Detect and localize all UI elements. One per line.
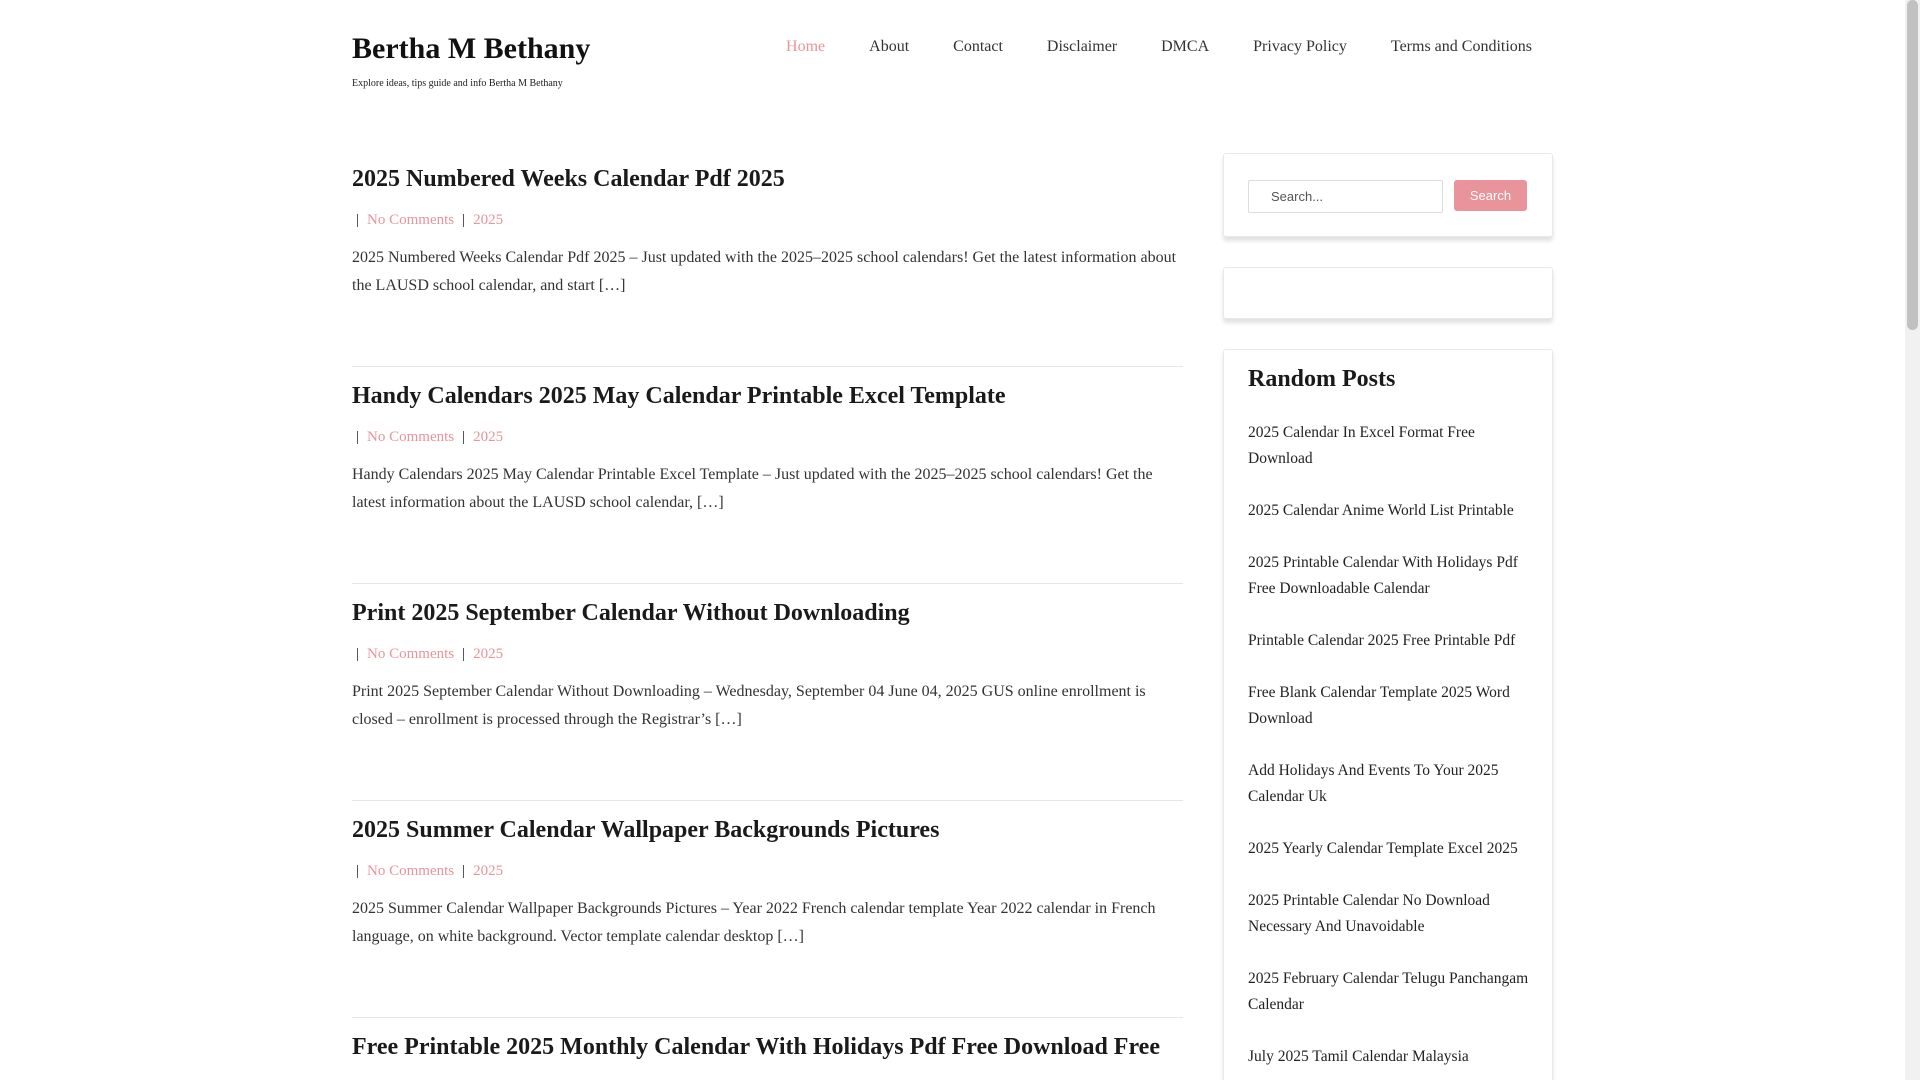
random-post-link[interactable]: 2025 Calendar Anime World List Printable: [1248, 502, 1514, 519]
post-category-link[interactable]: 2025: [473, 212, 504, 228]
nav-item-terms-and-conditions[interactable]: Terms and Conditions: [1390, 38, 1532, 55]
post-meta: [356, 863, 503, 880]
post-item: [352, 150, 1183, 367]
post-meta: [356, 429, 503, 446]
post-meta: [356, 212, 503, 229]
post-comments-link[interactable]: No Comments: [367, 863, 455, 879]
sidebar: [1223, 153, 1553, 1080]
random-post-link[interactable]: Add Holidays And Events To Your 2025 Calendar Uk: [1248, 762, 1499, 805]
post-excerpt: 2025 Numbered Weeks Calendar Pdf 2025 – Just updated with the 2025–2025 school calendars! Get the latest information about the LAUSD school calendar, and start […]: [352, 249, 1177, 294]
empty-widget: [1223, 267, 1553, 319]
post-title[interactable]: 2025 Numbered Weeks Calendar Pdf 2025: [352, 166, 785, 192]
search-input[interactable]: [1248, 180, 1443, 213]
post-title[interactable]: Print 2025 September Calendar Without Downloading: [352, 600, 910, 626]
random-posts-widget: [1223, 349, 1553, 1080]
post-meta: [356, 646, 503, 663]
meta-separator: |: [356, 429, 360, 445]
site-title[interactable]: Bertha M Bethany: [352, 32, 591, 65]
random-post-link[interactable]: 2025 Printable Calendar No Download Necessary And Unavoidable: [1248, 892, 1490, 935]
post-title[interactable]: Handy Calendars 2025 May Calendar Printable Excel Template: [352, 383, 1006, 409]
search-button[interactable]: Search: [1454, 180, 1527, 211]
post-category-link[interactable]: 2025: [473, 646, 504, 662]
post-excerpt: Handy Calendars 2025 May Calendar Printable Excel Template – Just updated with the 2025–2025 school calendars! Get the latest information about the LAUSD school calendar, […]: [352, 466, 1153, 511]
post-comments-link[interactable]: No Comments: [367, 212, 455, 228]
nav-item-contact[interactable]: Contact: [953, 38, 1003, 55]
post-comments-link[interactable]: No Comments: [367, 429, 455, 445]
nav-item-disclaimer[interactable]: Disclaimer: [1046, 38, 1118, 55]
random-post-link[interactable]: 2025 Printable Calendar With Holidays Pdf Free Downloadable Calendar: [1248, 554, 1518, 597]
nav-item-dmca[interactable]: DMCA: [1161, 38, 1210, 55]
post-item: [352, 367, 1183, 584]
nav-item-home[interactable]: Home: [786, 38, 826, 55]
meta-separator: |: [462, 646, 466, 662]
site-tagline: Explore ideas, tips guide and info Bertha M Bethany: [352, 78, 563, 89]
post-title[interactable]: 2025 Summer Calendar Wallpaper Backgrounds Pictures: [352, 817, 940, 843]
random-post-link[interactable]: Printable Calendar 2025 Free Printable Pdf: [1248, 632, 1516, 649]
nav-item-about[interactable]: About: [869, 38, 910, 55]
post-category-link[interactable]: 2025: [473, 429, 504, 445]
meta-separator: |: [462, 429, 466, 445]
meta-separator: |: [462, 212, 466, 228]
meta-separator: |: [462, 863, 466, 879]
post-excerpt: Print 2025 September Calendar Without Downloading – Wednesday, September 04 June 04, 2025 GUS online enrollment is closed – enrollment is processed through the Registrar’s […]: [352, 683, 1146, 728]
meta-separator: |: [356, 646, 360, 662]
post-item: [352, 1018, 1183, 1080]
post-item: [352, 801, 1183, 1018]
random-post-link[interactable]: Free Blank Calendar Template 2025 Word Download: [1248, 684, 1510, 727]
meta-separator: |: [356, 863, 360, 879]
meta-separator: |: [356, 212, 360, 228]
random-post-link[interactable]: July 2025 Tamil Calendar Malaysia: [1248, 1048, 1469, 1065]
post-category-link[interactable]: 2025: [473, 863, 504, 879]
search-widget: [1223, 153, 1553, 237]
post-excerpt: 2025 Summer Calendar Wallpaper Backgrounds Pictures – Year 2022 French calendar template Year 2022 calendar in French language, on white background. Vector template calendar desktop […]: [352, 900, 1156, 945]
random-post-link[interactable]: 2025 February Calendar Telugu Panchangam Calendar: [1248, 970, 1529, 1013]
post-title[interactable]: Free Printable 2025 Monthly Calendar With Holidays Pdf Free Download Free: [352, 1034, 1160, 1060]
post-list: [352, 150, 1183, 1080]
random-post-link[interactable]: 2025 Calendar In Excel Format Free Download: [1248, 424, 1475, 467]
post-comments-link[interactable]: No Comments: [367, 646, 455, 662]
main-nav: [764, 38, 1552, 56]
random-posts-title: Random Posts: [1248, 366, 1396, 392]
nav-item-privacy-policy[interactable]: Privacy Policy: [1253, 38, 1347, 55]
page-scrollbar[interactable]: [1905, 0, 1920, 1080]
random-post-link[interactable]: 2025 Yearly Calendar Template Excel 2025: [1248, 840, 1518, 857]
random-posts-list: [1248, 420, 1538, 1080]
scrollbar-thumb[interactable]: [1907, 0, 1918, 330]
site-header: [352, 0, 1552, 110]
post-item: [352, 584, 1183, 801]
